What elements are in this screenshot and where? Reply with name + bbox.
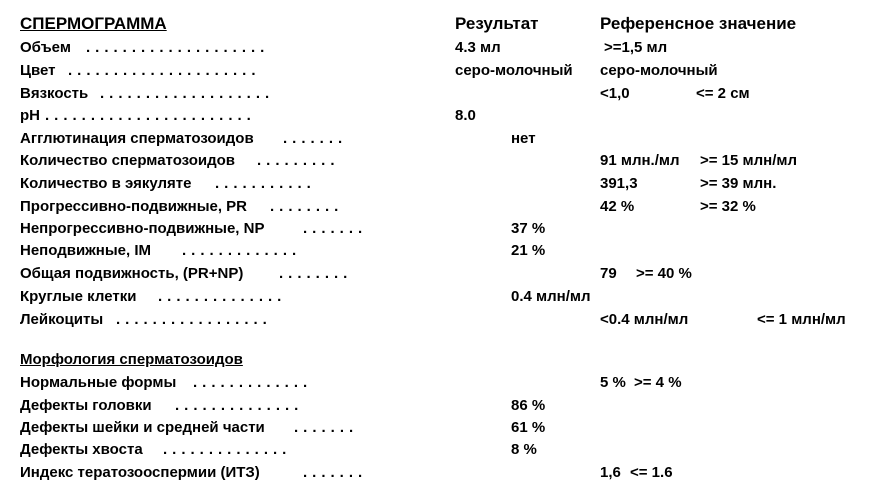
leader-dots: ........... (215, 175, 316, 192)
row-label: Лейкоциты (20, 311, 104, 328)
row-label: Нормальные формы (20, 374, 177, 391)
row-reference-norm: <= 1.6 (630, 464, 673, 481)
leader-dots: ........ (270, 198, 344, 215)
row-reference-norm: >= 39 млн. (700, 175, 777, 192)
row-reference: 5 % (600, 374, 626, 391)
row-reference: 391,3 (600, 175, 638, 192)
row-result: 4.3 мл (455, 39, 501, 56)
row-label: Непрогрессивно-подвижные, NP (20, 220, 265, 237)
row-result: 21 % (511, 242, 546, 259)
row-reference: >=1,5 мл (604, 39, 668, 56)
row-label: Количество сперматозоидов (20, 152, 236, 169)
row-reference-norm: <= 1 млн/мл (757, 311, 846, 328)
row-reference: 91 млн./мл (600, 152, 680, 169)
row-result: 8 % (511, 441, 537, 458)
row-result: серо-молочный (455, 62, 573, 79)
row-label: Цвет (20, 62, 56, 79)
leader-dots: ............. (182, 242, 302, 259)
row-reference-norm: >= 40 % (636, 265, 692, 282)
leader-dots: .................... (86, 39, 270, 56)
row-reference: серо-молочный (600, 62, 718, 79)
row-label: Общая подвижность, (PR+NP) (20, 265, 244, 282)
result-column-header: Результат (455, 14, 539, 33)
row-reference-norm: >= 32 % (700, 198, 756, 215)
leader-dots: ....... (283, 130, 348, 147)
leader-dots: ......... (257, 152, 340, 169)
leader-dots: .............. (163, 441, 292, 458)
leader-dots: ................... (100, 85, 275, 102)
row-label: Прогрессивно-подвижные, PR (20, 198, 248, 215)
row-reference-norm: >= 15 млн/мл (700, 152, 798, 169)
leader-dots: ............. (193, 374, 313, 391)
row-result: 61 % (511, 419, 546, 436)
row-label: Круглые клетки (20, 288, 137, 305)
row-label: Дефекты головки (20, 397, 152, 414)
row-label: Дефекты шейки и средней части (20, 419, 265, 436)
row-label: pH (20, 107, 40, 124)
leader-dots: ....... (303, 464, 368, 481)
leader-dots: ....... (303, 220, 368, 237)
row-reference-norm: >= 4 % (634, 374, 682, 391)
leader-dots: ..................... (68, 62, 261, 79)
row-label: Объем (20, 39, 71, 56)
leader-dots: .............. (158, 288, 287, 305)
reference-column-header: Референсное значение (600, 14, 797, 33)
row-result: 8.0 (455, 107, 476, 124)
row-label: Неподвижные, IM (20, 242, 152, 259)
row-result: 37 % (511, 220, 546, 237)
row-reference: 1,6 (600, 464, 621, 481)
row-reference: <0.4 млн/мл (600, 311, 689, 328)
row-reference: 42 % (600, 198, 635, 215)
row-reference: 79 (600, 265, 617, 282)
leader-dots: ....... (294, 419, 359, 436)
leader-dots: ....................... (45, 107, 256, 124)
leader-dots: .............. (175, 397, 304, 414)
row-reference: <1,0 (600, 85, 630, 102)
leader-dots: ........ (279, 265, 353, 282)
row-result: нет (511, 130, 536, 147)
row-label: Количество в эякуляте (20, 175, 192, 192)
row-result: 0.4 млн/мл (511, 288, 591, 305)
row-reference-norm: <= 2 см (696, 85, 750, 102)
row-label: Агглютинация сперматозоидов (20, 130, 254, 147)
leader-dots: ................. (116, 311, 272, 328)
document-title: СПЕРМОГРАММА (20, 14, 167, 33)
row-label: Вязкость (20, 85, 89, 102)
morphology-section-title: Морфология сперматозоидов (20, 351, 243, 368)
row-result: 86 % (511, 397, 546, 414)
row-label: Дефекты хвоста (20, 441, 143, 458)
row-label: Индекс тератозооспермии (ИТЗ) (20, 464, 260, 481)
